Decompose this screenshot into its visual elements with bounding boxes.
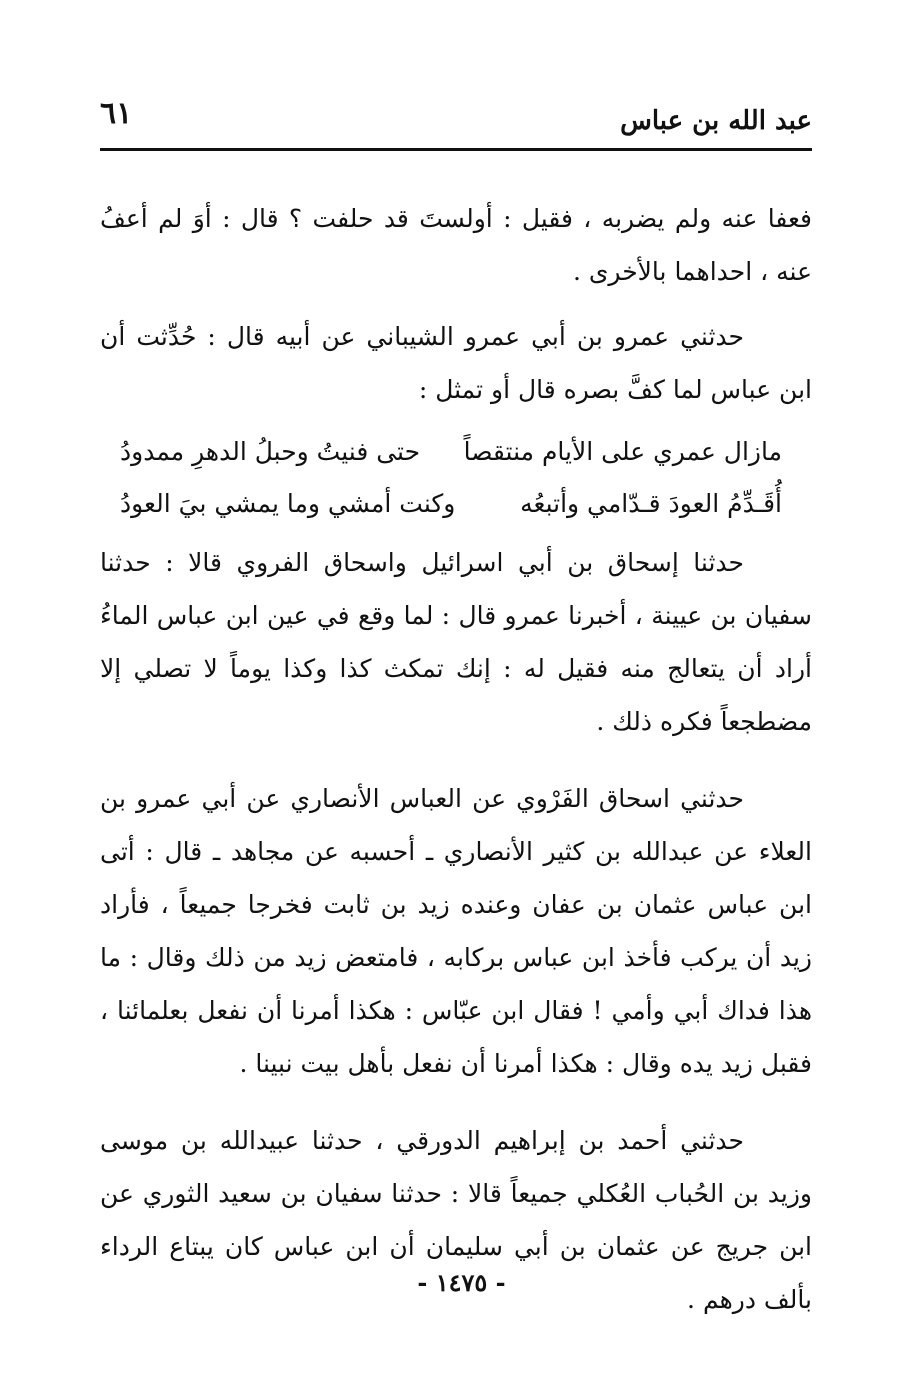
verse-1-second-hemistich: حتى فنيتُ وحبلُ الدهرِ ممدودُ [120, 437, 421, 466]
verse-2-second-hemistich: وكنت أمشي وما يمشي بيَ العودُ [120, 489, 456, 518]
body-text [100, 192, 812, 1326]
header-page-number: ٦١ [100, 96, 133, 131]
paragraph-narration-2: حدثنا إسحاق بن أبي اسرائيل واسحاق الفروي قالا : حدثنا سفيان بن عيينة ، أخبرنا عمرو قال : لما وقع في عين ابن عباس الماءُ أراد أن يتعالج منه فقيل له : إنك تمكث كذا وكذا يوماً لا تصلي إلا مضطجعاً فكره ذلك . [100, 548, 812, 736]
poem [100, 426, 812, 530]
paragraph-narration-4: حدثني أحمد بن إبراهيم الدورقي ، حدثنا عبيدالله بن موسى وزيد بن الحُباب العُكلي جميعاً قالا : حدثنا سفيان بن سعيد الثوري عن ابن جريج عن عثمان بن أبي سليمان أن ابن عباس كان يبتاع الرداء بألف درهم . [100, 1126, 812, 1314]
header-title: عبد الله بن عباس [620, 106, 812, 136]
paragraph-continuation: فعفا عنه ولم يضربه ، فقيل : أولستَ قد حلفت ؟ قال : أوَ لم أعفُ عنه ، احداهما بالأخرى . [100, 204, 812, 286]
paragraph-narration-3: حدثني اسحاق الفَرْوي عن العباس الأنصاري عن أبي عمرو بن العلاء عن عبدالله بن كثير الأنصاري ـ أحسبه عن مجاهد ـ قال : أتى ابن عباس عثمان بن عفان وعنده زيد بن ثابت فخرجا جميعاً ، فأراد زيد أن يركب فأخذ ابن عباس بركابه ، فامتعض زيد من ذلك وقال : ما هذا فداك أبي وأمي ! فقال ابن عبّاس : هكذا أمرنا أن نفعل بعلمائنا ، فقبل زيد يده وقال : هكذا أمرنا أن نفعل بأهل بيت نبينا . [100, 784, 812, 1078]
page-footer-number: - ١٤٧٥ - [417, 1268, 506, 1297]
verse-2-first-hemistich: أُقَـدِّمُ العودَ قـدّامي وأتبعُه [520, 489, 782, 518]
verse-2 [120, 478, 782, 530]
running-header [100, 92, 812, 151]
paragraph-narration-1: حدثني عمرو بن أبي عمرو الشيباني عن أبيه قال : حُدِّثت أن ابن عباس لما كفَّ بصره قال أو تمثل : [100, 322, 812, 404]
verse-1-first-hemistich: مازال عمري على الأيام منتقصاً [463, 437, 782, 466]
verse-1 [120, 426, 782, 478]
